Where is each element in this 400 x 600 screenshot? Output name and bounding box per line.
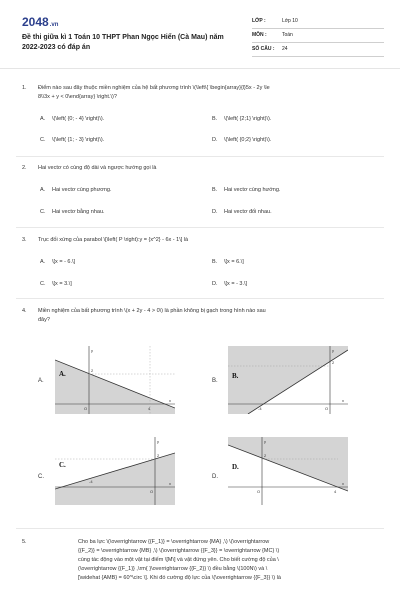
- question-number: 3.: [22, 237, 27, 243]
- question-stem: [38, 84, 270, 102]
- q1-option-a[interactable]: [40, 116, 104, 122]
- graph-label: B.: [232, 372, 239, 380]
- q4-option-b-graph[interactable]: [228, 346, 348, 414]
- meta-row-count: [252, 43, 384, 57]
- q1-option-b[interactable]: [212, 116, 271, 122]
- option-letter: D.: [212, 281, 218, 287]
- option-letter: A.: [40, 259, 46, 265]
- question-number: 1.: [22, 85, 27, 91]
- option-letter: D.: [212, 209, 218, 215]
- origin-label: O: [150, 489, 154, 494]
- question-stem: Trục đối xứng của parabol \[\left( P \right):y = {x^2} - 6x - 1\] là: [38, 237, 189, 243]
- shaded-region: [55, 360, 175, 414]
- option-text: \(\left( {0;2} \right)\).: [224, 137, 272, 143]
- x-axis-label: x: [169, 398, 171, 403]
- tick-label: 2: [264, 453, 267, 458]
- meta-row-subject: [252, 29, 384, 43]
- question-stem: Hai vectơ có cùng độ dài và ngược hướng gọi là: [38, 165, 157, 171]
- y-axis-label: y: [91, 348, 93, 353]
- tick-label: 2: [332, 360, 335, 365]
- question-number: 2.: [22, 165, 27, 171]
- meta-row-class: [252, 15, 384, 29]
- logo-text: 2048: [22, 15, 49, 29]
- stem-line: Điểm nào sau đây thuộc miền nghiệm của hệ bất phương trình \(\left\{ \begin{array}{l}5x - 2y \le: [38, 85, 270, 91]
- q2-option-b[interactable]: [212, 187, 280, 193]
- stem-line: đây?: [38, 317, 50, 323]
- x-axis-label: x: [342, 398, 344, 403]
- y-axis-label: y: [157, 439, 159, 444]
- q2-option-a[interactable]: [40, 187, 112, 193]
- meta-key: SỐ CÂU :: [252, 46, 275, 52]
- option-letter: D.: [212, 137, 218, 143]
- question-divider: [16, 156, 384, 157]
- option-letter: B.: [212, 116, 218, 122]
- option-text: Hai vectơ bằng nhau.: [52, 209, 105, 215]
- exam-title: Đề thi giữa kì 1 Toán 10 THPT Phan Ngọc Hiển (Cà Mau) năm 2022-2023 có đáp án: [22, 34, 224, 51]
- q3-option-b[interactable]: [212, 259, 244, 265]
- q3-option-d[interactable]: [212, 281, 247, 287]
- question-stem: [78, 538, 378, 583]
- q4-option-c-graph[interactable]: [55, 437, 175, 505]
- site-logo[interactable]: [22, 15, 58, 29]
- option-letter: C.: [40, 209, 46, 215]
- stem-line: Miền nghiệm của bất phương trình \(x + 2y - 4 > 0\) là phần không bị gạch trong hình nào sau: [38, 308, 266, 314]
- stem-line: cùng tác động vào một vật tại điểm \[M\] và vật đứng yên. Cho biết cường độ của \: [78, 557, 279, 563]
- meta-value: 24: [282, 46, 288, 52]
- shaded-region: [55, 453, 175, 505]
- option-text: \(\left( {0; - 4} \right)\).: [52, 116, 105, 122]
- intercept-label: -4: [89, 479, 93, 484]
- q2-option-d[interactable]: [212, 209, 272, 215]
- option-text: \[x = 3.\]: [52, 281, 72, 287]
- meta-key: LỚP :: [252, 18, 266, 24]
- stem-line: [\widehat {AMB} = 60^\circ \]. Khi đó cường độ lực của \(\overrightarrow {{F_3}} \) là: [78, 575, 281, 581]
- q4-option-a-letter[interactable]: A.: [38, 378, 44, 384]
- question-stem: [38, 307, 266, 325]
- option-text: \(\left( {1; - 3} \right)\).: [52, 137, 105, 143]
- question-number: 4.: [22, 308, 27, 314]
- x-axis-label: x: [169, 481, 171, 486]
- q2-option-c[interactable]: [40, 209, 105, 215]
- stem-line: 8\\3x + y < 0\end{array} \right.\)?: [38, 94, 117, 100]
- y-axis-label: y: [332, 348, 334, 353]
- origin-label: O: [257, 489, 261, 494]
- option-text: Hai vectơ đối nhau.: [224, 209, 272, 215]
- question-divider: [16, 298, 384, 299]
- option-letter: A.: [40, 116, 46, 122]
- q4-option-a-graph[interactable]: [55, 346, 175, 414]
- q1-option-c[interactable]: [40, 137, 104, 143]
- q4-option-b-letter[interactable]: B.: [212, 378, 218, 384]
- meta-value: Toán: [282, 32, 293, 38]
- x-axis-label: x: [342, 481, 344, 486]
- graph-label: A.: [59, 370, 66, 378]
- option-text: \[x = 6.\]: [224, 259, 244, 265]
- tick-label: 2: [91, 368, 94, 373]
- option-text: \[x = - 3.\]: [224, 281, 248, 287]
- q4-option-d-letter[interactable]: D.: [212, 474, 218, 480]
- q4-option-d-graph[interactable]: [228, 437, 348, 505]
- page-header: [0, 0, 400, 68]
- option-letter: A.: [40, 187, 46, 193]
- q3-option-c[interactable]: [40, 281, 72, 287]
- meta-key: MÔN :: [252, 32, 267, 38]
- option-text: \[x = - 6.\]: [52, 259, 76, 265]
- tick-label: 2: [157, 453, 160, 458]
- intercept-label: 4: [334, 489, 337, 494]
- graph-label: C.: [59, 461, 66, 469]
- origin-label: O: [325, 406, 329, 411]
- exam-meta: [252, 15, 384, 57]
- option-letter: C.: [40, 281, 46, 287]
- header-divider: [0, 68, 400, 69]
- q4-option-c-letter[interactable]: C.: [38, 474, 44, 480]
- q3-option-a[interactable]: [40, 259, 75, 265]
- option-letter: B.: [212, 259, 218, 265]
- intercept-label: -4: [258, 406, 262, 411]
- graph-label: D.: [232, 463, 239, 471]
- meta-value: Lớp 10: [282, 18, 298, 24]
- intercept-label: 4: [148, 406, 151, 411]
- option-text: \(\left( {2;1} \right)\).: [224, 116, 272, 122]
- question-divider: [16, 528, 384, 529]
- question-number: 5.: [22, 539, 27, 545]
- logo-tld: .vn: [49, 22, 59, 28]
- q1-option-d[interactable]: [212, 137, 271, 143]
- option-text: Hai vectơ cùng phương.: [52, 187, 112, 193]
- shaded-region: [228, 437, 348, 491]
- question-divider: [16, 227, 384, 228]
- option-letter: B.: [212, 187, 218, 193]
- option-letter: C.: [40, 137, 46, 143]
- stem-line: (\overrightarrow {{F_1}} ,\rm{ }\overrightarrow {{F_2}} \) đều bằng \(100N\) và \: [78, 566, 268, 572]
- option-text: Hai vectơ cùng hướng.: [224, 187, 281, 193]
- stem-line: Cho ba lực \(\overrightarrow {{F_1}} = \overrightarrow {MA} ,\) \(\overrightarrow: [78, 539, 270, 545]
- stem-line: {{F_2}} = \overrightarrow {MB} ,\) \(\overrightarrow {{F_3}} = \overrightarrow {MC} \): [78, 548, 280, 554]
- y-axis-label: y: [264, 439, 266, 444]
- origin-label: O: [84, 406, 88, 411]
